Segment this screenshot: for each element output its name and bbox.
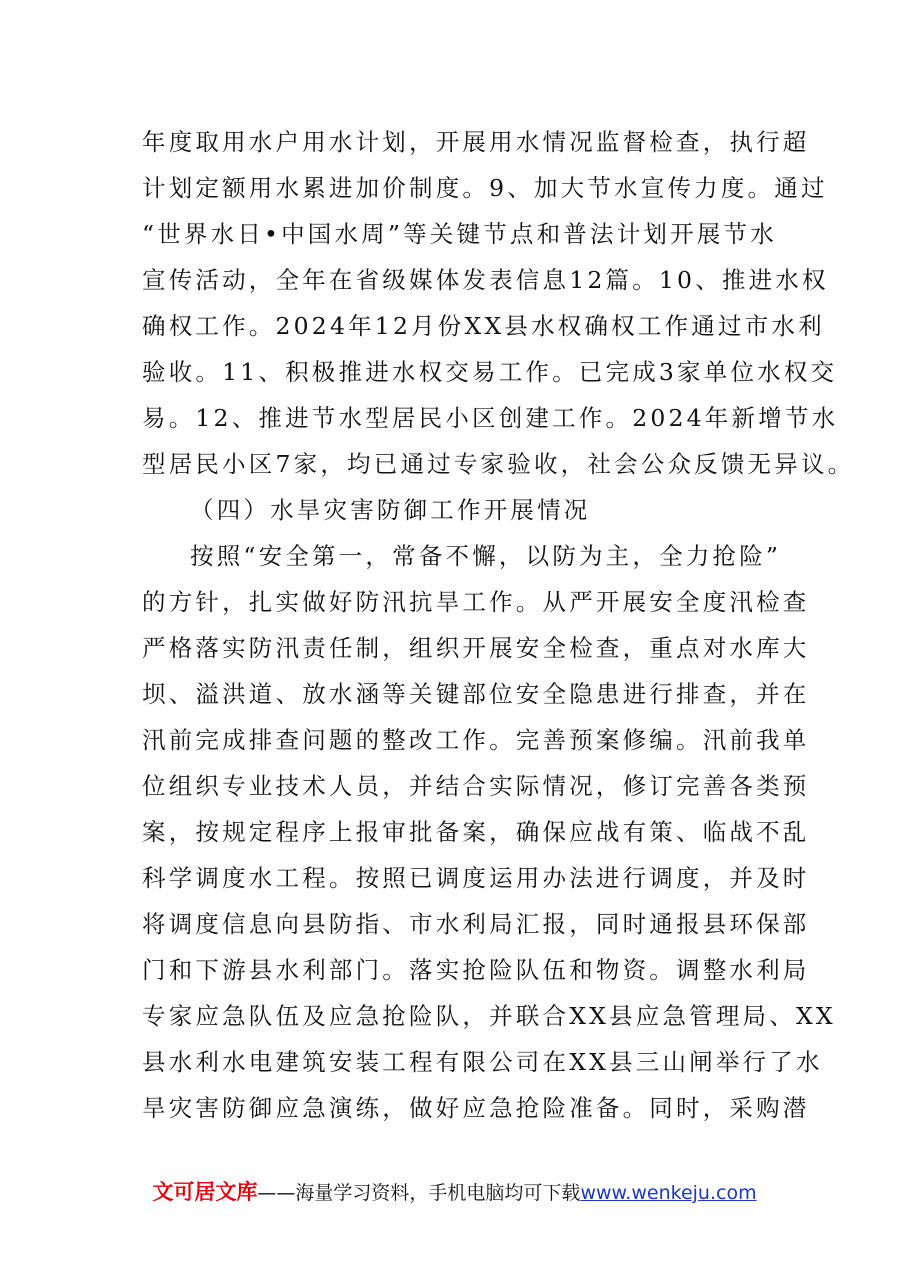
- text-line: 将调度信息向县防指、市水利局汇报，同时通报县环保部: [142, 910, 810, 938]
- footer-link[interactable]: www.wenkeju.com: [580, 1182, 757, 1204]
- text-line: 验收。11、积极推进水权交易工作。已完成3家单位水权交: [142, 358, 838, 386]
- text-line: 汛前完成排查问题的整改工作。完善预案修编。汛前我单: [142, 726, 810, 754]
- text-line: 门和下游县水利部门。落实抢险队伍和物资。调整水利局: [142, 956, 810, 984]
- text-line: 确权工作。2024年12月份XX县水权确权工作通过市水利: [142, 312, 825, 340]
- text-line: 严格落实防汛责任制，组织开展安全检查，重点对水库大: [142, 634, 810, 662]
- text-line: 专家应急队伍及应急抢险队，并联合XX县应急管理局、XX: [142, 1002, 836, 1030]
- footer-brand: 文可居文库: [152, 1180, 258, 1204]
- text-line: 年度取用水户用水计划，开展用水情况监督检查，执行超: [142, 128, 810, 156]
- section-heading: （四）水旱灾害防御工作开展情况: [190, 496, 591, 524]
- footer-tagline: ——海量学习资料，手机电脑均可下载: [257, 1182, 581, 1204]
- text-line: “世界水日•中国水周”等关键节点和普法计划开展节水: [142, 220, 777, 248]
- text-line: 宣传活动，全年在省级媒体发表信息12篇。10、推进水权: [142, 266, 829, 294]
- text-line: 的方针，扎实做好防汛抗旱工作。从严开展安全度汛检查: [142, 588, 810, 616]
- text-line: 计划定额用水累进加价制度。9、加大节水宣传力度。通过: [142, 174, 828, 202]
- text-line: 科学调度水工程。按照已调度运用办法进行调度，并及时: [142, 864, 810, 892]
- paragraph-first-line: 按照“安全第一，常备不懈，以防为主，全力抢险”: [190, 542, 782, 570]
- text-line: 坝、溢洪道、放水涵等关键部位安全隐患进行排查，并在: [142, 680, 810, 708]
- text-line: 旱灾害防御应急演练，做好应急抢险准备。同时，采购潜: [142, 1094, 810, 1122]
- text-line: 型居民小区7家，均已通过专家验收，社会公众反馈无异议。: [142, 450, 855, 478]
- text-line: 案，按规定程序上报审批备案，确保应战有策、临战不乱: [142, 818, 810, 846]
- footer-watermark: [0, 1176, 909, 1206]
- text-line: 易。12、推进节水型居民小区创建工作。2024年新增节水: [142, 404, 839, 432]
- text-line: 县水利水电建筑安装工程有限公司在XX县三山闸举行了水: [142, 1048, 823, 1076]
- text-line: 位组织专业技术人员，并结合实际情况，修订完善各类预: [142, 772, 810, 800]
